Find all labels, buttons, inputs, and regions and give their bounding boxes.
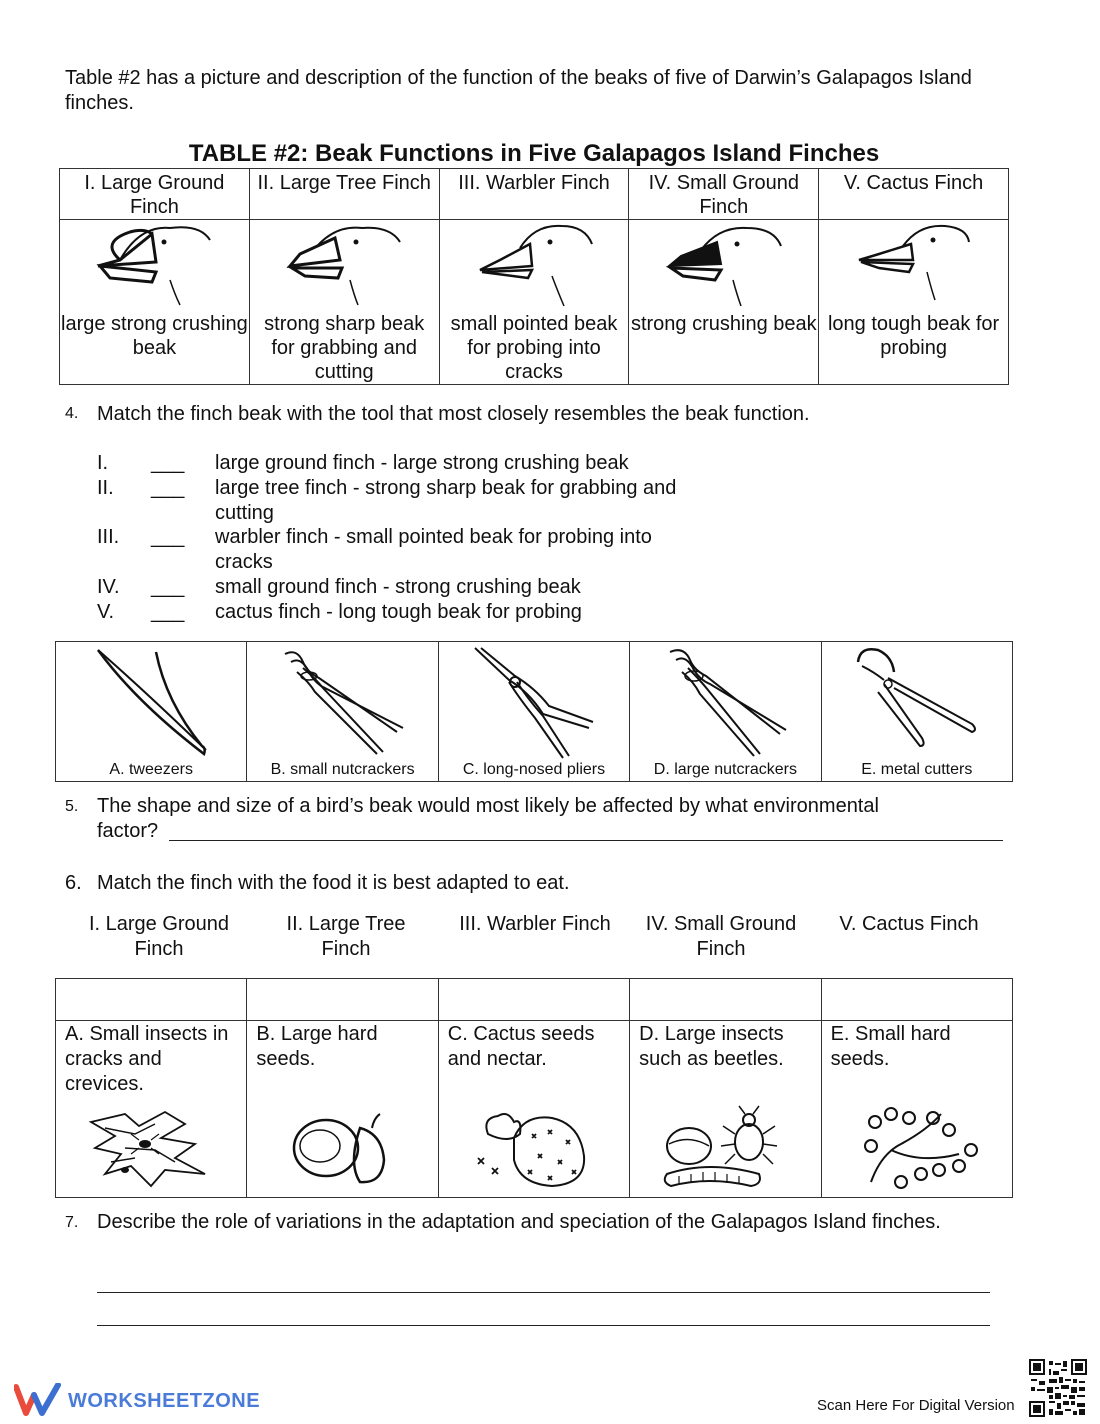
food-answer-cell[interactable]	[56, 979, 247, 1021]
q4-blank[interactable]: ___	[151, 576, 185, 598]
tool-cell	[630, 642, 821, 782]
q5-text2: factor?	[97, 820, 159, 842]
q6-text: Match the finch with the food it is best adapted to eat.	[97, 872, 570, 894]
food-label: D. Large insects such as beetles.	[639, 1023, 784, 1070]
cactus-icon	[448, 1104, 620, 1190]
food-label: C. Cactus seeds and nectar.	[447, 1023, 595, 1070]
food-answer-cell[interactable]	[247, 979, 438, 1021]
small-ground-finch-icon	[629, 220, 817, 310]
finch-desc: strong sharp beak for grabbing and cutting	[264, 313, 425, 383]
food-table	[55, 978, 1013, 1198]
q6-finch-label: IV. Small Ground Finch	[645, 913, 797, 960]
food-answer-cell[interactable]	[630, 979, 821, 1021]
finch-header: I. Large Ground Finch	[60, 169, 250, 220]
q7-text: Describe the role of variations in the adaptation and speciation of the Galapagos Island finches.	[97, 1211, 941, 1233]
food-label: A. Small insects in cracks and crevices.	[65, 1023, 229, 1095]
q6-number: 6.	[65, 872, 82, 894]
tool-label: C. long-nosed pliers	[462, 761, 606, 778]
q4-roman: V.	[97, 601, 115, 623]
food-answer-cell[interactable]	[821, 979, 1012, 1021]
q4-item: cactus finch - long tough beak for probing	[215, 601, 582, 623]
metal-cutters-icon	[822, 642, 1012, 760]
cactus-finch-icon	[819, 220, 1007, 310]
q4-item: small ground finch - strong crushing beak	[215, 576, 581, 598]
beetles-icon	[639, 1104, 811, 1190]
q6-finch-label: V. Cactus Finch	[839, 913, 979, 935]
large-nutcracker-icon	[630, 642, 820, 760]
q4-item: large tree finch - strong sharp beak for grabbing and cutting	[215, 477, 677, 524]
food-cell	[821, 1021, 1012, 1198]
tool-label: E. metal cutters	[861, 761, 973, 778]
finch-header: IV. Small Ground Finch	[629, 169, 819, 220]
small-seeds-icon	[831, 1104, 1003, 1190]
q4-blank[interactable]: ___	[151, 477, 185, 499]
tool-cell	[247, 642, 438, 782]
finch-cell	[60, 220, 250, 385]
q4-number: 4.	[65, 405, 79, 422]
q6-finch-label: III. Warbler Finch	[459, 913, 611, 935]
warbler-finch-icon	[440, 220, 628, 310]
large-ground-finch-icon	[60, 220, 248, 310]
q6-finch-label: II. Large Tree Finch	[286, 913, 406, 960]
q4-roman: IV.	[97, 576, 120, 598]
tweezers-icon	[56, 642, 246, 760]
finch-header: III. Warbler Finch	[439, 169, 629, 220]
tool-cell	[56, 642, 247, 782]
food-cell	[247, 1021, 438, 1198]
finch-desc: small pointed beak for probing into cracks	[450, 313, 618, 383]
finch-cell	[819, 220, 1009, 385]
q4-blank[interactable]: ___	[151, 526, 185, 548]
worksheetzone-logo-text: WORKSHEETZONE	[68, 1390, 261, 1412]
table2-title: TABLE #2: Beak Functions in Five Galapagos Island Finches	[188, 140, 880, 167]
food-cell	[438, 1021, 629, 1198]
finch-cell	[629, 220, 819, 385]
finch-desc: long tough beak for probing	[827, 313, 1000, 359]
finch-desc: large strong crushing beak	[61, 313, 248, 359]
q6-finch-label: I. Large Ground Finch	[88, 913, 230, 960]
finch-header: II. Large Tree Finch	[249, 169, 439, 220]
tool-cell	[438, 642, 629, 782]
tool-label: A. tweezers	[109, 761, 193, 778]
q5-text: The shape and size of a bird’s beak would most likely be affected by what environmental	[97, 795, 879, 817]
q7-answer-line[interactable]	[97, 1324, 990, 1326]
q4-item: large ground finch - large strong crushing beak	[215, 452, 629, 474]
large-seeds-icon	[256, 1104, 428, 1190]
q7-number: 7.	[65, 1214, 79, 1231]
q4-text: Match the finch beak with the tool that most closely resembles the beak function.	[97, 403, 810, 425]
intro-text: Table #2 has a picture and description of the function of the beaks of five of Darwin’s Galapagos Island finches.	[65, 67, 972, 114]
q4-roman: III.	[97, 526, 120, 548]
q4-roman: II.	[97, 477, 114, 499]
long-nosed-pliers-icon	[439, 642, 629, 760]
q4-roman: I.	[97, 452, 109, 474]
finch-cell	[439, 220, 629, 385]
worksheetzone-logo-icon	[14, 1383, 62, 1417]
food-label: E. Small hard seeds.	[830, 1023, 951, 1070]
tool-label: D. large nutcrackers	[653, 761, 797, 778]
tool-cell	[821, 642, 1012, 782]
insects-in-cracks-icon	[65, 1104, 237, 1190]
food-cell	[56, 1021, 247, 1198]
finch-cell	[249, 220, 439, 385]
large-tree-finch-icon	[250, 220, 438, 310]
finch-header: V. Cactus Finch	[819, 169, 1009, 220]
q4-blank[interactable]: ___	[151, 601, 185, 623]
q4-blank[interactable]: ___	[151, 452, 185, 474]
food-answer-cell[interactable]	[438, 979, 629, 1021]
food-label: B. Large hard seeds.	[256, 1023, 378, 1070]
scan-text: Scan Here For Digital Version	[817, 1397, 1015, 1414]
tools-table	[55, 641, 1013, 782]
finch-desc: strong crushing beak	[630, 313, 817, 335]
q5-answer-line[interactable]	[169, 839, 1003, 841]
beak-table	[59, 168, 1009, 385]
small-nutcracker-icon	[247, 642, 437, 760]
qr-code-icon[interactable]	[1029, 1359, 1087, 1417]
q4-item: warbler finch - small pointed beak for probing into cracks	[215, 526, 652, 573]
tool-label: B. small nutcrackers	[270, 761, 415, 778]
q7-answer-line[interactable]	[97, 1291, 990, 1293]
q5-number: 5.	[65, 798, 79, 815]
food-cell	[630, 1021, 821, 1198]
